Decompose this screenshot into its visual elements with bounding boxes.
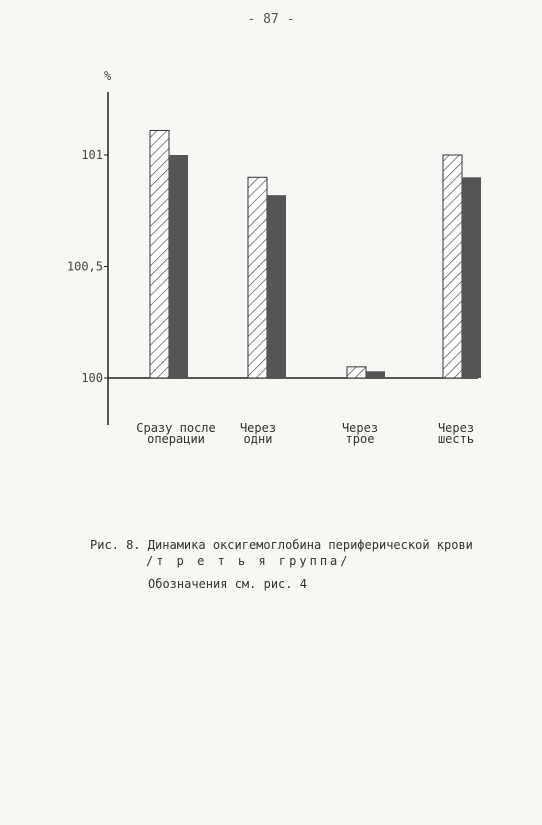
y-tick-label: 100,5 [66,259,103,274]
bar-hatched [347,367,366,378]
bar-solid [267,195,286,378]
category-label: трое [345,432,375,446]
y-tick-label: 101 [81,148,103,162]
legend-note: Обозначения см. рис. 4 [148,577,307,591]
bar-hatched [443,155,462,378]
category-label: Через [341,421,379,435]
y-ticks [67,148,108,385]
caption-line-2: /т р е т ь я группа/ [146,554,351,568]
bars [150,130,481,378]
category-label: шесть [437,432,475,446]
category-label: Через [437,421,475,435]
caption-line-1: Рис. 8. Динамика оксигемоглобина периферической крови [90,538,473,552]
category-label: одни [243,432,273,446]
bar-solid [366,371,385,378]
category-label: Сразу после [136,421,216,435]
category-label: Через [239,421,277,435]
bar-hatched [248,177,267,378]
bar-solid [462,177,481,378]
bar-solid [169,155,188,378]
page-number: - 87 - [247,12,295,27]
figure-caption [90,537,530,569]
y-tick-label: 100 [81,371,103,385]
category-labels [136,421,474,446]
bar-hatched [150,130,169,378]
category-label: операции [147,432,205,446]
y-axis-label: % [104,69,112,83]
